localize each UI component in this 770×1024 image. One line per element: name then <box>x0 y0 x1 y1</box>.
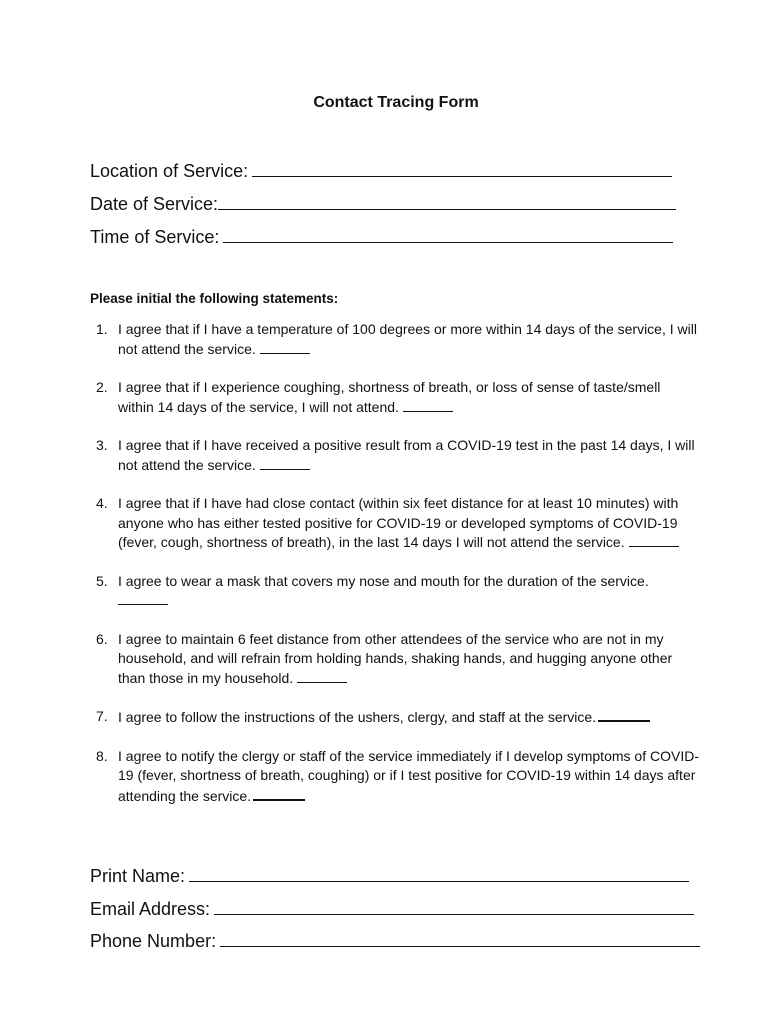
statement-number: 6. <box>96 630 108 647</box>
location-of-service-line[interactable] <box>252 159 672 177</box>
statement-number: 7. <box>96 708 108 724</box>
statement-item <box>90 707 700 728</box>
phone-number-line[interactable] <box>220 929 700 947</box>
print-name-label: Print Name: <box>90 866 186 886</box>
form-title: Contact Tracing Form <box>313 94 479 111</box>
initials-line[interactable] <box>598 707 650 722</box>
statements-list <box>90 320 700 825</box>
statement-item <box>90 747 700 807</box>
date-of-service-label: Date of Service: <box>90 194 219 214</box>
statement-text: I agree to follow the instructions of the ushers, clergy, and staff at the service. <box>118 709 597 725</box>
phone-number-field[interactable] <box>90 929 700 952</box>
statement-item <box>90 494 700 553</box>
print-name-line[interactable] <box>189 864 689 882</box>
initials-line[interactable] <box>297 669 347 683</box>
statement-number: 8. <box>96 747 108 764</box>
statement-text: I agree to notify the clergy or staff of the service immediately if I develop symptoms of COVID-19 (fever, shortness of breath, coughing) or if I test positive for COVID-19 within 14 days after attending the service. <box>118 747 699 804</box>
time-of-service-line[interactable] <box>223 225 673 243</box>
statement-number: 3. <box>96 437 108 453</box>
location-of-service-field[interactable] <box>90 159 672 182</box>
statement-item <box>90 436 700 475</box>
statement-item <box>90 630 700 689</box>
time-of-service-field[interactable] <box>90 225 673 248</box>
initials-line[interactable] <box>118 591 168 605</box>
statement-text: I agree that if I experience coughing, shortness of breath, or loss of sense of taste/smell within 14 days of the service, I will not attend. <box>118 379 661 415</box>
statement-item <box>90 572 700 611</box>
phone-number-label: Phone Number: <box>90 931 217 951</box>
initials-line[interactable] <box>629 533 679 547</box>
initials-line[interactable] <box>260 340 310 354</box>
print-name-field[interactable] <box>90 864 689 887</box>
initials-line[interactable] <box>253 786 305 801</box>
statement-item <box>90 378 700 417</box>
statement-text: I agree that if I have had close contact (within six feet distance for at least 10 minutes) with anyone who has either tested positive for COVID-19 or developed symptoms of COVID-19 (fever, cough, shortness of breath), in the last 14 days I will not attend the service. <box>118 495 679 550</box>
statement-number: 5. <box>96 572 108 589</box>
time-of-service-label: Time of Service: <box>90 227 220 247</box>
statement-text: I agree that if I have received a positive result from a COVID-19 test in the past 14 days, I will not attend the service. <box>118 437 695 473</box>
statement-text: I agree that if I have a temperature of 100 degrees or more within 14 days of the service, I will not attend the service. <box>118 321 697 357</box>
statement-text: I agree to wear a mask that covers my nose and mouth for the duration of the service. <box>118 572 649 589</box>
initials-line[interactable] <box>260 456 310 470</box>
statement-text: I agree to maintain 6 feet distance from other attendees of the service who are not in my household, and will refrain from holding hands, shaking hands, and hugging anyone other than those in my household. <box>118 630 673 686</box>
statement-number: 4. <box>96 495 108 511</box>
initials-line[interactable] <box>403 398 453 412</box>
location-of-service-label: Location of Service: <box>90 161 249 181</box>
instructions-heading: Please initial the following statements: <box>90 291 339 306</box>
statement-number: 1. <box>96 321 108 337</box>
statement-number: 2. <box>96 379 108 395</box>
date-of-service-line[interactable] <box>218 192 676 210</box>
email-address-line[interactable] <box>214 897 694 915</box>
date-of-service-field[interactable] <box>90 192 676 215</box>
statement-item <box>90 320 700 359</box>
email-address-field[interactable] <box>90 897 694 920</box>
email-address-label: Email Address: <box>90 899 211 919</box>
